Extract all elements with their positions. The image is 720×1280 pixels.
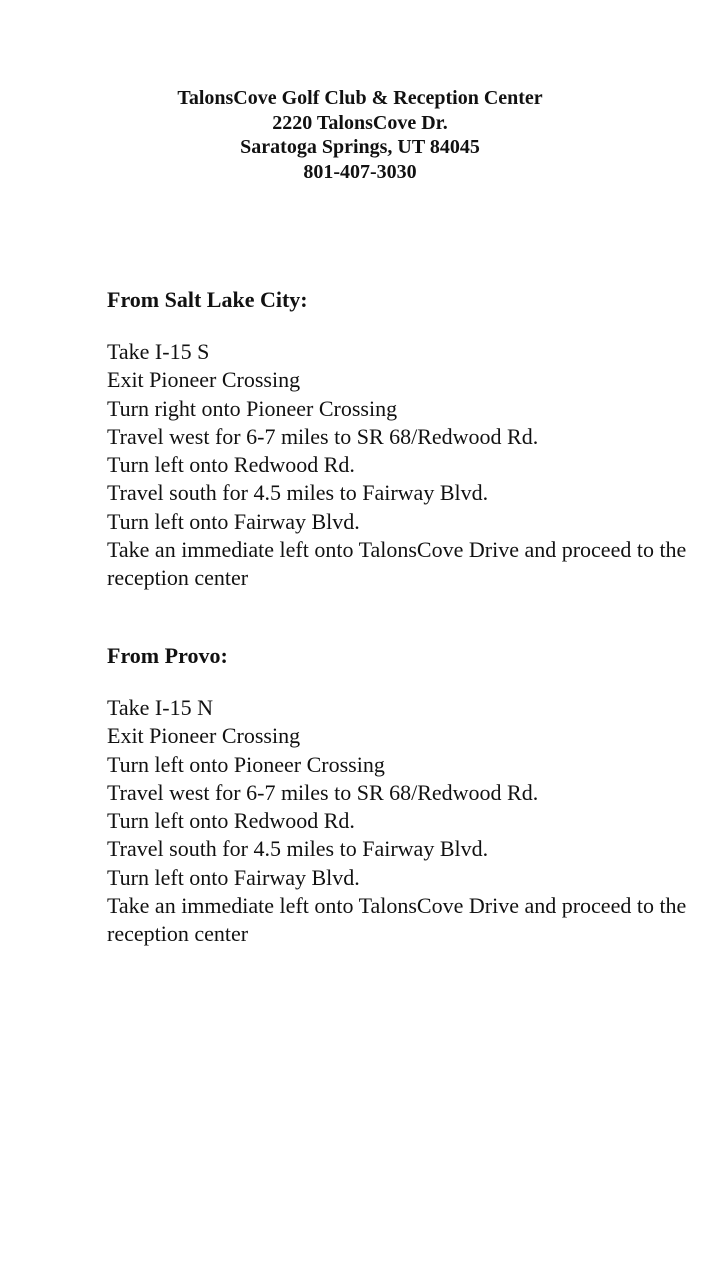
venue-header [0,86,720,184]
venue-name: TalonsCove Golf Club & Reception Center [177,87,543,109]
direction-step: Turn left onto Pioneer Crossing [107,751,385,777]
direction-step: Take I-15 N [107,695,213,720]
directions-from-salt-lake-city [107,286,697,593]
direction-step: Turn left onto Fairway Blvd. [107,864,360,890]
direction-step: Turn left onto Fairway Blvd. [107,508,360,534]
direction-step: Travel south for 4.5 miles to Fairway Blvd. [107,480,489,506]
direction-step: Turn right onto Pioneer Crossing [107,395,398,421]
section-title: From Salt Lake City: [107,287,308,312]
direction-step: Travel west for 6-7 miles to SR 68/Redwood Rd. [107,423,539,449]
direction-step: Turn left onto Redwood Rd. [107,452,355,478]
directions-from-provo [107,642,697,949]
direction-steps [107,338,697,593]
direction-step: Exit Pioneer Crossing [107,367,301,393]
direction-step: Exit Pioneer Crossing [107,723,301,749]
section-title: From Provo: [107,643,228,668]
direction-step: Travel west for 6-7 miles to SR 68/Redwood Rd. [107,779,539,805]
direction-step: Take I-15 S [107,339,210,364]
venue-street-address: 2220 TalonsCove Dr. [272,111,448,134]
direction-step: Take an immediate left onto TalonsCove Drive and proceed to the reception center [107,893,687,947]
venue-city-state-zip: Saratoga Springs, UT 84045 [240,136,480,158]
direction-step: Travel south for 4.5 miles to Fairway Blvd. [107,836,489,862]
direction-step: Turn left onto Redwood Rd. [107,808,355,834]
direction-step: Take an immediate left onto TalonsCove Drive and proceed to the reception center [107,537,687,591]
direction-steps [107,694,697,949]
venue-phone: 801-407-3030 [303,160,417,183]
